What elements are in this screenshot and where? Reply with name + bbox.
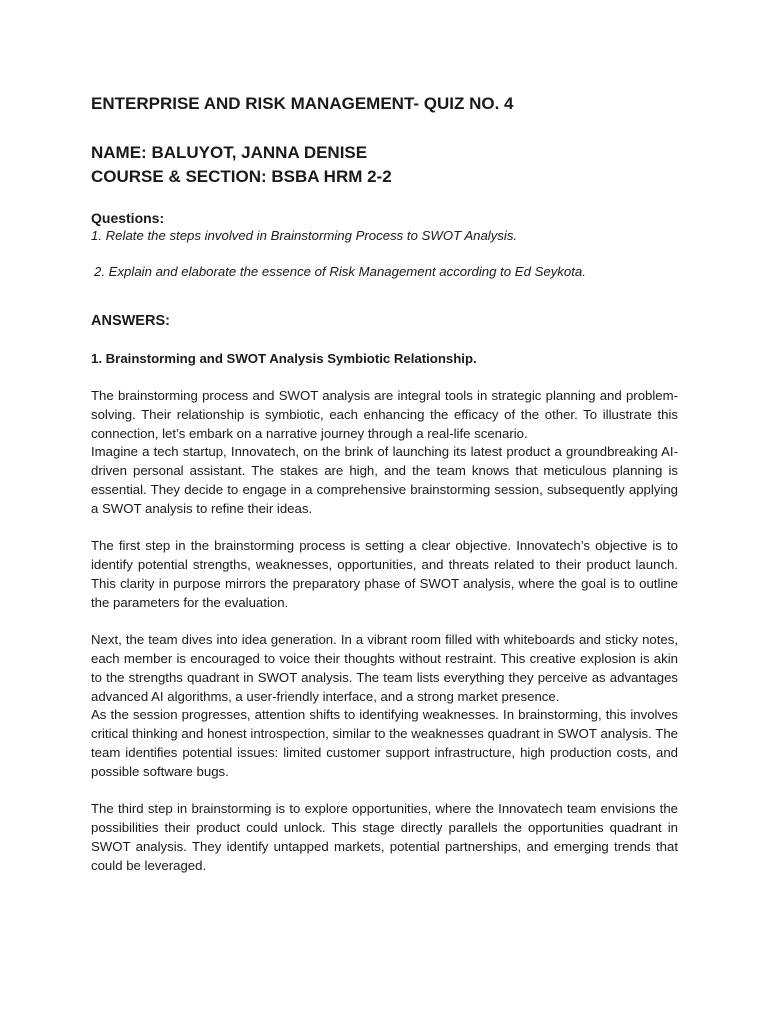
paragraph-opportunities: The third step in brainstorming is to explore opportunities, where the Innovatech team envisions the possibilities their product could unlock. This stage directly parallels the opportunities quadrant in SWOT analysis. They identify untapped markets, potential partnerships, and emerging trends that could be leveraged. <box>91 801 678 873</box>
student-name: NAME: BALUYOT, JANNA DENISE <box>91 143 368 162</box>
paragraph-strengths: Next, the team dives into idea generation. In a vibrant room filled with whiteboards and sticky notes, each member is encouraged to voice their thoughts without restraint. This creative explosion is akin to the strengths quadrant in SWOT analysis. The team lists everything they perceive as advantages advanced AI algorithms, a user-friendly interface, and a strong market presence. <box>91 632 678 704</box>
answers-heading: ANSWERS: <box>91 313 170 329</box>
paragraph-scenario: Imagine a tech startup, Innovatech, on the brink of launching its latest product a groundbreaking AI-driven personal assistant. The stakes are high, and the team knows that meticulous planning is essential. They decide to engage in a comprehensive brainstorming session, subsequently applying a SWOT analysis to refine their ideas. <box>91 444 678 516</box>
answer-1-heading: 1. Brainstorming and SWOT Analysis Symbiotic Relationship. <box>91 351 477 366</box>
question-1: 1. Relate the steps involved in Brainstorming Process to SWOT Analysis. <box>91 228 518 243</box>
document-title: ENTERPRISE AND RISK MANAGEMENT- QUIZ NO. 4 <box>91 94 514 113</box>
document-page <box>91 92 678 875</box>
paragraph-intro: The brainstorming process and SWOT analysis are integral tools in strategic planning and problem-solving. Their relationship is symbiotic, each enhancing the efficacy of the other. To illustrate this connection, let’s embark on a narrative journey through a real-life scenario. <box>91 388 678 441</box>
questions-heading: Questions: <box>91 210 165 226</box>
course-section: COURSE & SECTION: BSBA HRM 2-2 <box>91 167 392 186</box>
paragraph-objective: The first step in the brainstorming process is setting a clear objective. Innovatech’s objective is to identify potential strengths, weaknesses, opportunities, and threats related to their product launch. This clarity in purpose mirrors the preparatory phase of SWOT analysis, where the goal is to outline the parameters for the evaluation. <box>91 538 678 610</box>
question-2: 2. Explain and elaborate the essence of Risk Management according to Ed Seykota. <box>94 264 586 279</box>
paragraph-weaknesses: As the session progresses, attention shifts to identifying weaknesses. In brainstorming, this involves critical thinking and honest introspection, similar to the weaknesses quadrant in SWOT analysis. The team identifies potential issues: limited customer support infrastructure, high production costs, and possible software bugs. <box>91 707 678 779</box>
